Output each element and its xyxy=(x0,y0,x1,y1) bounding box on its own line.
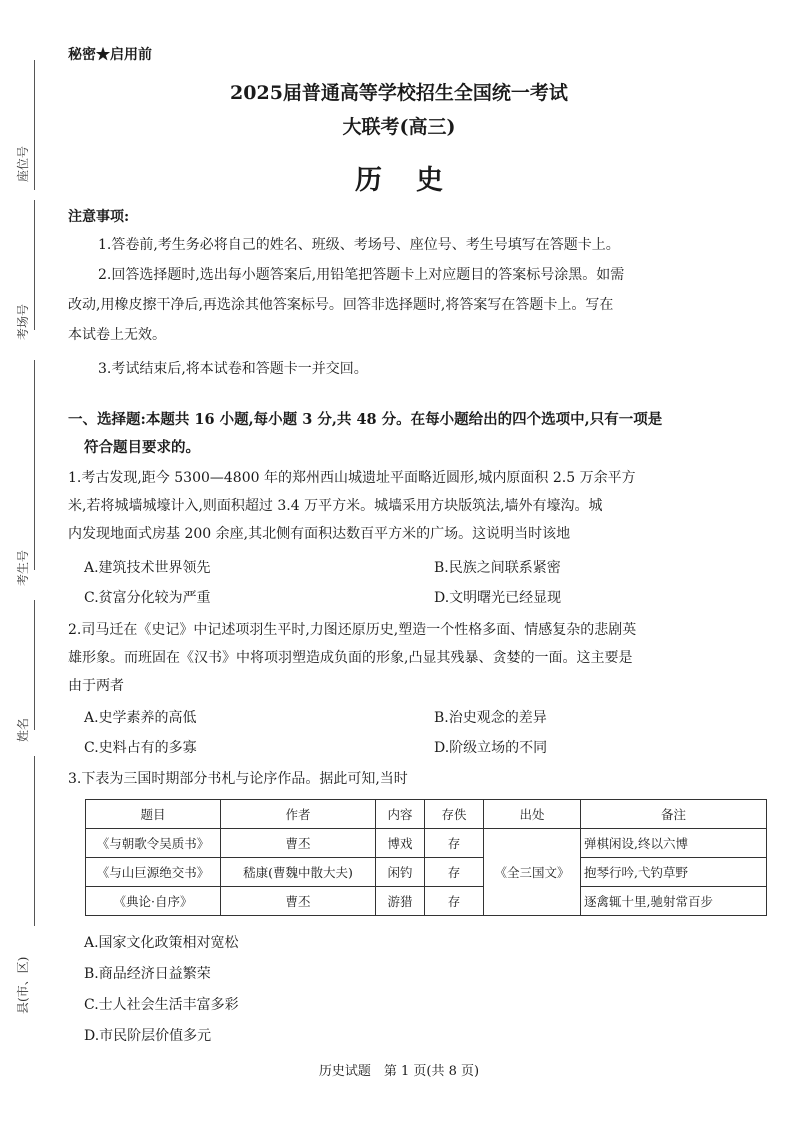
room-line xyxy=(34,200,35,330)
header-source: 出处 xyxy=(484,800,581,829)
q1-option-d: D.文明曙光已经显现 xyxy=(434,590,562,606)
notice-heading: 注意事项: xyxy=(68,209,130,225)
county-label: 县(市、区) xyxy=(16,956,30,1014)
name-line xyxy=(34,600,35,730)
header-title: 题目 xyxy=(86,800,221,829)
notice-item-2-line-2: 改动,用橡皮擦干净后,再选涂其他答案标号。回答非选择题时,将答案写在答题卡上。写在 xyxy=(68,297,614,313)
exam-room-label: 考场号 xyxy=(16,303,30,340)
table-header-row xyxy=(86,800,767,829)
exam-subtitle: 大联考(高三) xyxy=(342,116,456,138)
question-2-line-3: 由于两者 xyxy=(68,678,124,694)
cell-content: 闲钓 xyxy=(376,858,425,887)
cell-author: 嵇康(曹魏中散大夫) xyxy=(221,858,376,887)
section-heading-line-1: 一、选择题:本题共 16 小题,每小题 3 分,共 48 分。在每小题给出的四个选项中,只有一项是 xyxy=(68,411,663,428)
table-row xyxy=(86,887,767,916)
question-1 xyxy=(68,464,744,548)
county-line xyxy=(34,756,35,926)
cell-status: 存 xyxy=(425,858,484,887)
confidential-mark: 秘密★启用前 xyxy=(68,47,152,63)
q3-option-d: D.市民阶层价值多元 xyxy=(84,1028,212,1044)
notice-item-1: 1.答卷前,考生务必将自己的姓名、班级、考场号、座位号、考生号填写在答题卡上。 xyxy=(98,237,620,253)
examinee-number-label: 考生号 xyxy=(16,549,30,586)
cell-title: 《与山巨源绝交书》 xyxy=(86,858,221,887)
cell-source: 《全三国文》 xyxy=(484,829,581,916)
cell-status: 存 xyxy=(425,829,484,858)
notice-item-2-line-3: 本试卷上无效。 xyxy=(68,327,166,343)
q2-option-a: A.史学素养的高低 xyxy=(84,710,197,726)
q2-option-c: C.史料占有的多寡 xyxy=(84,740,197,756)
q2-option-b: B.治史观念的差异 xyxy=(434,710,547,726)
cell-content: 博戏 xyxy=(376,829,425,858)
question-1-line-1: 1.考古发现,距今 5300—4800 年的郑州西山城遗址平面略近圆形,城内原面积 2.5 万余平方 xyxy=(68,470,636,486)
question-2-line-1: 2.司马迁在《史记》中记述项羽生平时,力图还原历史,塑造一个性格多面、情感复杂的悲剧英 xyxy=(68,622,637,638)
table-row xyxy=(86,858,767,887)
subject-title: 历史 xyxy=(355,165,477,196)
header-author: 作者 xyxy=(221,800,376,829)
question-1-line-3: 内发现地面式房基 200 余座,其北侧有面积达数百平方米的广场。这说明当时该地 xyxy=(68,526,571,542)
header-content: 内容 xyxy=(376,800,425,829)
notice-item-3: 3.考试结束后,将本试卷和答题卡一并交回。 xyxy=(98,361,368,377)
q3-option-c: C.士人社会生活丰富多彩 xyxy=(84,997,239,1013)
header-status: 存佚 xyxy=(425,800,484,829)
question-2-line-2: 雄形象。而班固在《汉书》中将项羽塑造成负面的形象,凸显其残暴、贪婪的一面。这主要是 xyxy=(68,650,633,666)
cell-remarks: 逐禽辄十里,驰射常百步 xyxy=(581,887,767,916)
q1-option-b: B.民族之间联系紧密 xyxy=(434,560,561,576)
cell-title: 《典论·自序》 xyxy=(86,887,221,916)
question-3-stem: 3.下表为三国时期部分书札与论序作品。据此可知,当时 xyxy=(68,771,408,787)
section-heading-line-2: 符合题目要求的。 xyxy=(84,439,200,456)
cell-remarks: 弹棋闲设,终以六博 xyxy=(581,829,767,858)
q3-option-a: A.国家文化政策相对宽松 xyxy=(84,935,239,951)
exam-title: 2025届普通高等学校招生全国统一考试 xyxy=(230,82,568,104)
name-label: 姓名 xyxy=(16,717,30,742)
q1-option-a: A.建筑技术世界领先 xyxy=(84,560,211,576)
cell-title: 《与朝歌令吴质书》 xyxy=(86,829,221,858)
cell-content: 游猎 xyxy=(376,887,425,916)
cell-status: 存 xyxy=(425,887,484,916)
question-2 xyxy=(68,616,744,700)
examinee-line xyxy=(34,360,35,570)
table-row xyxy=(86,829,767,858)
cell-author: 曹丕 xyxy=(221,887,376,916)
cell-remarks: 抱琴行吟,弋钓草野 xyxy=(581,858,767,887)
section-heading xyxy=(68,406,748,462)
q2-option-d: D.阶级立场的不同 xyxy=(434,740,548,756)
q1-option-c: C.贫富分化较为严重 xyxy=(84,590,211,606)
works-table xyxy=(85,799,767,916)
q3-option-b: B.商品经济日益繁荣 xyxy=(84,966,211,982)
page-footer: 历史试题 第 1 页(共 8 页) xyxy=(318,1064,480,1079)
notice-item-2-line-1: 2.回答选择题时,选出每小题答案后,用铅笔把答题卡上对应题目的答案标号涂黑。如需 xyxy=(98,267,625,283)
question-1-line-2: 米,若将城墙城壕计入,则面积超过 3.4 万平方米。城墙采用方块版筑法,墙外有壕沟。城 xyxy=(68,498,603,514)
cell-author: 曹丕 xyxy=(221,829,376,858)
seat-number-label: 座位号 xyxy=(16,145,30,182)
header-remarks: 备注 xyxy=(581,800,767,829)
